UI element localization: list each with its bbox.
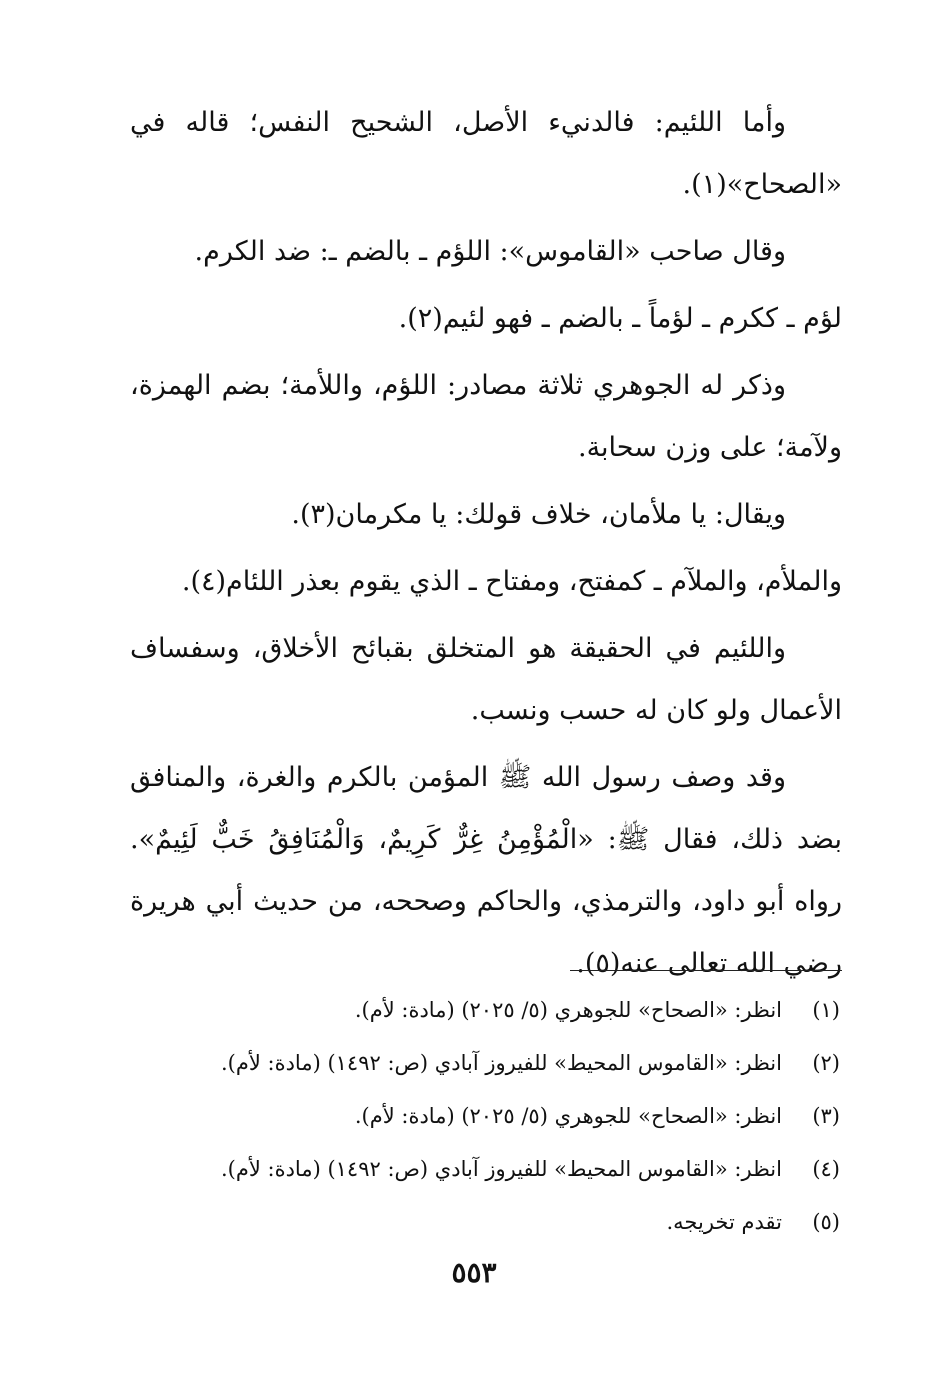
footnote-text: انظر: «الصحاح» للجوهري (٥/ ٢٠٢٥) (مادة: لأم). bbox=[354, 998, 782, 1022]
paragraph-reality: واللئيم في الحقيقة هو المتخلق بقبائح الأخلاق، وسفساف الأعمال ولو كان له حسب ونسب. bbox=[130, 633, 842, 726]
footnote-2 bbox=[130, 1037, 842, 1090]
footnote-text: انظر: «القاموس المحيط» للفيروز آبادي (ص: ١٤٩٢) (مادة: لأم). bbox=[220, 1051, 782, 1075]
footnote-text: انظر: «القاموس المحيط» للفيروز آبادي (ص: ١٤٩٢) (مادة: لأم). bbox=[220, 1157, 782, 1181]
footnote-number: (٢) bbox=[812, 1051, 840, 1075]
paragraph-masdars: وذكر له الجوهري ثلاثة مصادر: اللؤم، واللأمة؛ بضم الهمزة، ولآمة؛ على وزن سحابة. bbox=[130, 370, 842, 463]
main-text bbox=[130, 92, 842, 995]
footnote-number: (٤) bbox=[812, 1157, 840, 1181]
footnote-5 bbox=[130, 1196, 842, 1249]
paragraph-vocative: ويقال: يا ملأمان، خلاف قولك: يا مكرمان(٣). bbox=[291, 499, 786, 530]
paragraph-qamus-quote: وقال صاحب «القاموس»: اللؤم ـ بالضم ـ: ضد الكرم. bbox=[194, 236, 786, 267]
footnote-divider bbox=[570, 970, 842, 971]
page-number: ٥٥٣ bbox=[451, 1256, 497, 1289]
footnote-4 bbox=[130, 1143, 842, 1196]
paragraph-hadith: وقد وصف رسول الله ﷺ المؤمن بالكرم والغرة، والمنافق بضد ذلك، فقال ﷺ: «الْمُؤْمِنُ غِرٌّ كَرِيمٌ، وَالْمُنَافِقُ خَبٌّ لَئِيمٌ». رواه أبو داود، والترمذي، والحاكم وصححه، من حديث أبي هريرة رضي الله تعالى عنه(٥). bbox=[130, 762, 842, 979]
footnote-number: (٣) bbox=[812, 1104, 840, 1128]
footnote-number: (٥) bbox=[812, 1210, 840, 1234]
footnote-text: تقدم تخريجه. bbox=[666, 1210, 782, 1234]
paragraph-mala-forms: والملأم، والملآم ـ كمفتح، ومفتاح ـ الذي يقوم بعذر اللئام(٤). bbox=[181, 566, 842, 597]
footnote-3 bbox=[130, 1090, 842, 1143]
footnote-1 bbox=[130, 984, 842, 1037]
footnote-number: (١) bbox=[812, 998, 840, 1022]
paragraph-lai-definition: وأما اللئيم: فالدنيء الأصل، الشحيح النفس؛ قاله في «الصحاح»(١). bbox=[130, 107, 842, 200]
paragraph-conjugation: لؤم ـ ككرم ـ لؤماً ـ بالضم ـ فهو لئيم(٢). bbox=[398, 303, 842, 334]
footnotes-section bbox=[130, 984, 842, 1249]
footnote-text: انظر: «الصحاح» للجوهري (٥/ ٢٠٢٥) (مادة: لأم). bbox=[354, 1104, 782, 1128]
